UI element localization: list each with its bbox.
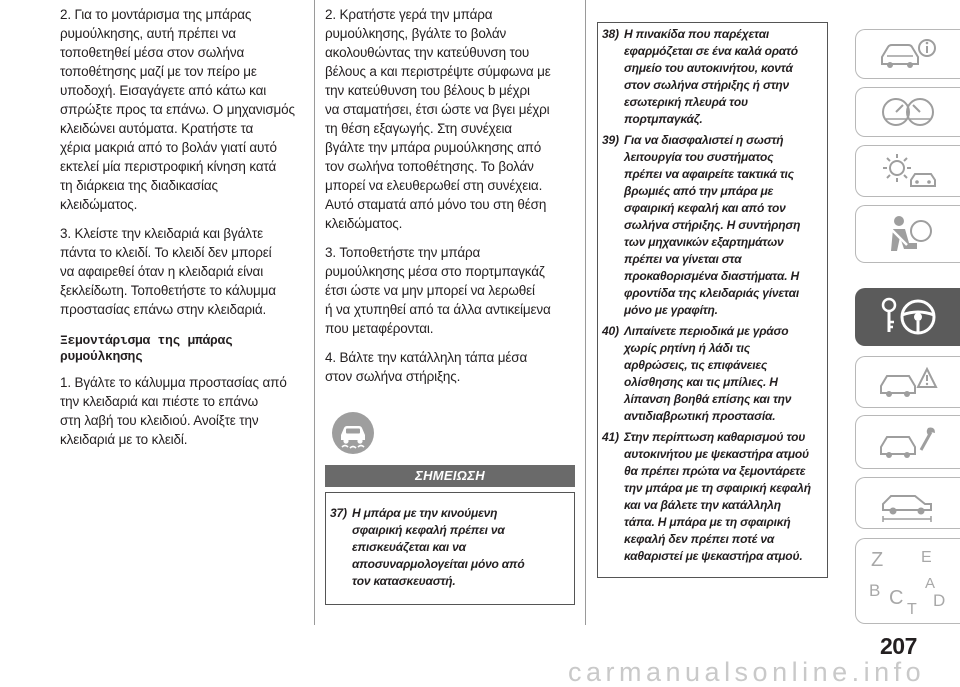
index-letter: A — [925, 575, 936, 592]
dashboard-gauges-icon — [877, 92, 939, 132]
index-letter: C — [889, 587, 904, 609]
tab-emergency — [855, 356, 960, 408]
warning-item — [602, 429, 823, 565]
warning-item-number: 38) — [602, 27, 619, 41]
index-letter: B — [869, 581, 881, 600]
warnings-box — [597, 22, 828, 578]
paragraph-mount-step-2: 2. Για το μοντάρισμα της μπάρας ρυμούλκησης, αυτή πρέπει να τοποθετηθεί μέσα στον σωλήνα τοποθέτησης μαζί με τον πείρο με υποδοχή. Εισαγάγετε από κάτω και σπρώξτε προς τα επάνω. Ο μηχανισμός κλειδώνει αυτόματα. Κρατήστε τα χέρια μακριά από το βολάν γιατί αυτό εκτελεί μία περιστροφική κίνηση κατά τη διάρκεια της διαδικασίας κλειδώματος. — [60, 7, 295, 212]
index-letter: E — [921, 549, 932, 566]
tab-car-info — [855, 29, 960, 79]
technical-data-icon — [877, 482, 939, 524]
tab-lights — [855, 145, 960, 197]
paragraph-mount-step-3: 3. Κλείστε την κλειδαριά και βγάλτε πάντα το κλειδί. Το κλειδί δεν μπορεί να αφαιρεθεί όταν η κλειδαριά είναι ξεκλείδωτη. Τοποθετήστε το κάλυμμα προστασίας επάνω στην κλειδαριά. — [60, 226, 276, 317]
watermark: carmanualsonline.info — [568, 657, 926, 687]
index-icon — [863, 542, 953, 620]
airbag-icon — [877, 211, 939, 257]
note-item — [330, 505, 570, 590]
warning-item — [602, 26, 823, 128]
column-divider-left — [314, 0, 315, 625]
paragraph-dismount-step-3: 3. Τοποθετήστε την μπάρα ρυμούλκησης μέσα στο πορτμπαγκάζ έτσι ώστε να μην μπορεί να λερωθεί ή να χτυπηθεί από τα άλλα αντικείμενα που μεταφέρονται. — [325, 245, 551, 336]
paragraph-dismount-step-4: 4. Βάλτε την κατάλληλη τάπα μέσα στον σωλήνα στήριξης. — [325, 350, 528, 384]
tab-maintenance — [855, 415, 960, 469]
slippery-road-car-icon — [330, 410, 376, 456]
car-info-icon — [877, 34, 939, 74]
warning-item-text: Η πινακίδα που παρέχεται εφαρμόζεται σε ένα καλά ορατό σημείο του αυτοκινήτου, κοντά στον σωλήνα στήριξης ή στην εσωτερική πλευρά του πορτμπαγκάζ. — [624, 27, 798, 126]
warning-item-number: 39) — [602, 133, 619, 147]
warning-item — [602, 132, 823, 319]
note-item-number: 37) — [330, 506, 347, 520]
warning-item-text: Λιπαίνετε περιοδικά με γράσο χωρίς ρητίνη ή λάδι τις αρθρώσεις, τις επιφάνειες ολίσθησης και τις μπίλιες. Η λίπανση βοηθά επίσης και την αντιδιαβρωτική προστασία. — [624, 324, 792, 423]
note-box — [325, 492, 575, 605]
tab-dashboard — [855, 87, 960, 137]
column-2 — [325, 5, 577, 386]
tab-technical-data — [855, 477, 960, 529]
warning-item-number: 40) — [602, 324, 619, 338]
index-letter: T — [907, 601, 917, 618]
tab-steering-key — [855, 288, 960, 346]
warning-item-text: Στην περίπτωση καθαρισμού του αυτοκινήτου με ψεκαστήρα ατμού θα πρέπει πρώτα να ξεμοντάρετε την μπάρα με τη σφαιρική κεφαλή και να βάλετε την κατάλληλη τάπα. Η μπάρα με τη σφαιρική κεφαλή δεν πρέπει ποτέ να καθαριστεί με ψεκαστήρα ατμού. — [624, 430, 811, 563]
column-1 — [60, 5, 310, 449]
page-number: 207 — [880, 633, 917, 659]
emergency-car-icon — [877, 361, 939, 403]
note-item-text: Η μπάρα με την κινούμενη σφαιρική κεφαλή πρέπει να επισκευάζεται και να αποσυναρμολογείται μόνο από τον κατασκευαστή. — [352, 506, 525, 588]
warning-item — [602, 323, 823, 425]
index-letter: D — [933, 591, 946, 610]
warning-item-number: 41) — [602, 430, 619, 444]
section-heading: Ξεμοντάρισμα της μπάρας ρυμούλκησης — [60, 333, 233, 364]
tab-safety — [855, 205, 960, 263]
paragraph-dismount-step-1: 1. Βγάλτε το κάλυμμα προστασίας από την κλειδαριά και πιέστε το επάνω στη λαβή του κλειδιού. Ανοίξτε την κλειδαριά με το κλειδί. — [60, 375, 287, 447]
note-header: ΣΗΜΕΙΩΣΗ — [325, 465, 575, 487]
paragraph-dismount-step-2: 2. Κρατήστε γερά την μπάρα ρυμούλκησης, βγάλτε το βολάν ακολουθώντας την κατεύθυνση του βέλους a και περιστρέψτε σύμφωνα με την κατεύθυνση του βέλους b μέχρι να σταματήσει, έτσι ώστε να βγει μέχρι τη θέση εξαγωγής. Στη συνέχεια βγάλτε την μπάρα ρυμούλκησης από τον σωλήνα τοποθέτησης. Το βολάν μπορεί να ελευθερωθεί στη συνέχεια. Αυτό σταματά από μόνο του στη θέση κλειδώματος. — [325, 7, 551, 231]
column-divider-right — [585, 0, 586, 625]
lights-icon — [877, 150, 939, 192]
tab-index — [855, 538, 960, 624]
warning-item-text: Για να διασφαλιστεί η σωστή λειτουργία του συστήματος πρέπει να αφαιρείτε τακτικά τις βρωμιές από την μπάρα με σφαιρική κεφαλή και από τον σωλήνα στήριξης. Η συντήρηση των μηχανικών εξαρτημάτων πρέπει να γίνεται στα προκαθορισμένα διαστήματα. Η φροντίδα της κλειδαριάς γίνεται μόνο με γραφίτη. — [624, 133, 801, 317]
maintenance-car-icon — [877, 420, 939, 464]
index-letter: Z — [871, 549, 884, 571]
steering-key-icon — [875, 294, 941, 340]
